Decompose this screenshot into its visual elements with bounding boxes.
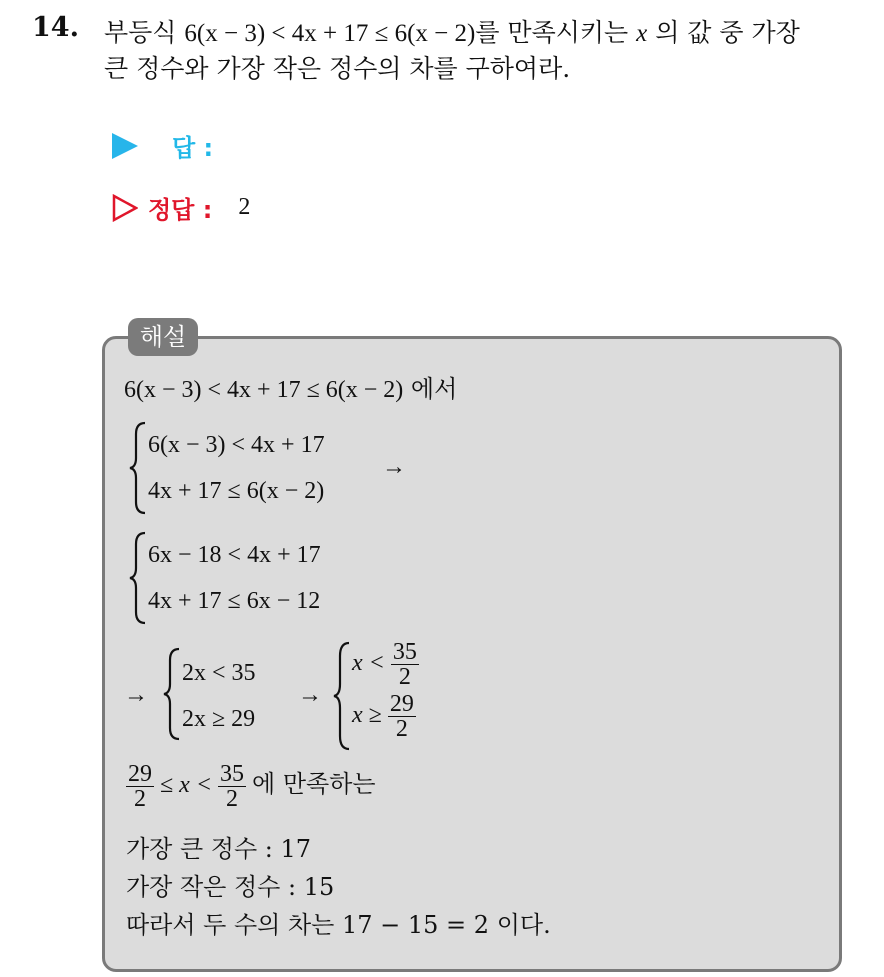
question-intro: 부등식 [104,18,177,47]
system-4-lhs-1: x < [352,650,385,677]
system-2-row-1: 6x − 18 < 4x + 17 [148,542,321,568]
correct-answer-value: 2 [238,194,251,220]
brace-icon [162,646,182,742]
answer-label: 답 : [172,134,214,162]
fraction-29-over-2: $\frac{29}{2}$ [389,691,414,742]
brace-icon [128,530,148,626]
brace-icon [332,640,352,752]
conclusion-line: 따라서 두 수의 차는 17 − 15 = 2 이다. [126,911,551,939]
solution-from-text: 에서 [410,375,458,403]
system-4 [332,640,442,752]
solution-tag: 해설 [128,318,198,356]
system-3-row-1: 2x < 35 [182,660,256,686]
question-line-1 [104,16,800,51]
correct-answer-label: 정답 : [148,196,213,224]
correct-answer-row [112,190,250,225]
system-3-row-2: 2x ≥ 29 [182,706,256,732]
solution-inequality: 6(x − 3) < 4x + 17 ≤ 6(x − 2) [124,377,404,403]
range-operator: ≤ x < [160,772,213,799]
range-upper-fraction: $\frac{35}{2}$ [220,761,245,812]
answer-row [112,128,213,163]
system-4-row-1 [352,640,419,689]
range-text: 에 만족하는 [252,770,376,799]
question-variable: x [636,20,648,47]
question-number: 14. [32,12,79,43]
range-line [126,762,376,811]
arrow-2: → [124,682,148,708]
question-line-2: 큰 정수와 가장 작은 정수의 차를 구하여라. [104,54,571,83]
question-line1-end: 의 값 중 가장 [655,18,800,47]
system-4-row-2 [352,692,416,741]
question-condition: 를 만족시키는 [475,18,629,47]
system-3 [162,646,282,742]
system-1-row-1: 6(x − 3) < 4x + 17 [148,432,325,458]
fraction-35-over-2: $\frac{35}{2}$ [392,639,417,690]
system-4-lhs-2: x ≥ [352,702,382,729]
brace-icon [128,420,148,516]
min-integer-line: 가장 작은 정수 : 15 [126,873,335,901]
arrow-3: → [298,682,322,708]
question-inequality: 6(x − 3) < 4x + 17 ≤ 6(x − 2) [184,20,476,47]
arrow-1: → [382,454,406,480]
range-lower-fraction: $\frac{29}{2}$ [128,761,152,812]
outline-triangle-icon [112,194,138,222]
system-1-row-2: 4x + 17 ≤ 6(x − 2) [148,478,325,504]
system-2-row-2: 4x + 17 ≤ 6x − 12 [148,588,321,614]
system-2 [128,530,428,626]
solution-line-1 [124,374,457,405]
max-integer-line: 가장 큰 정수 : 17 [126,835,312,863]
play-triangle-icon [112,133,138,159]
